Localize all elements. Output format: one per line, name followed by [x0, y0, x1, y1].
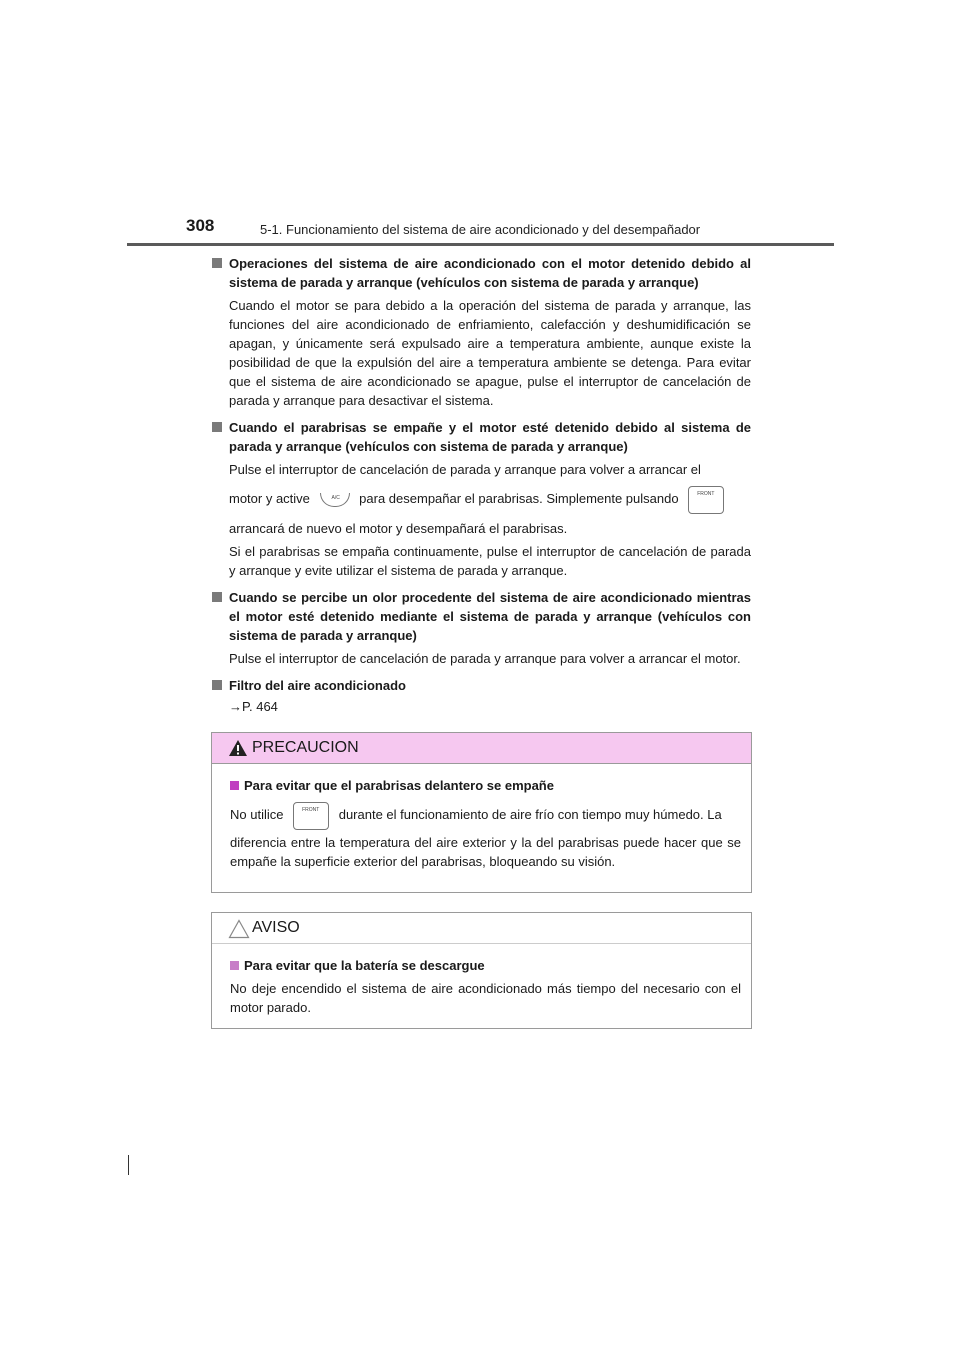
- section-filter: [211, 676, 751, 716]
- front-defroster-button-icon: FRONT: [688, 486, 724, 514]
- caution-outline-triangle-icon: [228, 919, 250, 939]
- header-divider: [127, 243, 834, 246]
- section-stop-start-ac: [211, 254, 751, 410]
- section-title: Cuando se percibe un olor procedente del sistema de aire acondicionado mientras el motor esté detenido mediante el sistema de parada y arranque (vehículos con sistema de parada y arranque): [211, 588, 751, 645]
- front-defroster-button-icon: FRONT: [293, 802, 329, 830]
- square-bullet-icon: [212, 422, 222, 432]
- main-content: [211, 254, 751, 724]
- ac-button-icon: A/C: [320, 493, 350, 507]
- square-bullet-icon: [212, 258, 222, 268]
- notice-body: Para evitar que la batería se descargue No deje encendido el sistema de aire acondicionado más tiempo del necesario con el motor parado.: [230, 958, 741, 1015]
- chapter-title: 5-1. Funcionamiento del sistema de aire acondicionado y del desempañador: [260, 222, 701, 237]
- warning-triangle-icon: [228, 739, 248, 757]
- square-bullet-icon: [230, 961, 239, 970]
- notice-header: AVISO: [212, 913, 751, 944]
- notice-box: [211, 912, 752, 1029]
- section-windshield-fog: [211, 418, 751, 580]
- square-bullet-icon: [212, 592, 222, 602]
- crop-mark: [128, 1155, 129, 1175]
- page-number: 308: [186, 216, 215, 235]
- caution-header: PRECAUCION: [212, 733, 751, 764]
- caution-box: [211, 732, 752, 893]
- notice-title: Para evitar que la batería se descargue: [230, 956, 741, 975]
- caution-title: Para evitar que el parabrisas delantero se empañe: [230, 776, 741, 795]
- section-title: Filtro del aire acondicionado: [211, 676, 751, 695]
- square-bullet-icon: [212, 680, 222, 690]
- page-reference: →P. 464: [229, 699, 278, 714]
- section-title: Operaciones del sistema de aire acondicionado con el motor detenido debido al sistema de parada y arranque (vehículos con sistema de parada y arranque): [211, 254, 751, 292]
- section-title: Cuando el parabrisas se empañe y el motor esté detenido debido al sistema de parada y arranque (vehículos con sistema de parada y arranque): [211, 418, 751, 456]
- section-body: Cuando el motor se para debido a la operación del sistema de parada y arranque, las funciones del aire acondicionado de enfriamiento, calefacción y deshumidificación se apagan, y únicamente será expulsado aire a temperatura ambiente, aunque existe la posibilidad de que la expulsión del aire a temperatura ambiente se detenga. Para evitar que el sistema de aire acondicionado se apague, pulse el interruptor de cancelación de parada y arranque para desactivar el sistema.: [229, 298, 751, 408]
- caution-body: Para evitar que el parabrisas delantero se empañe No utilice FRONT durante el funcionamiento de aire frío con tiempo muy húmedo. La diferencia entre la temperatura del aire exterior y la del parabrisas puede hacer que se empañe la superficie exterior del parabrisas, bloqueando su visión.: [230, 778, 741, 869]
- section-body: Pulse el interruptor de cancelación de parada y arranque para volver a arrancar el motor y active A/C para desempañar el parabrisas. Simplemente pulsando FRONT arrancará de nuevo el motor y desempañará el parabrisas. Si el parabrisas se empaña continuamente, pulse el interruptor de cancelación de parada y arranque y evite utilizar el sistema de parada y arranque.: [229, 462, 751, 578]
- section-odor: [211, 588, 751, 668]
- section-body: Pulse el interruptor de cancelación de parada y arranque para volver a arrancar el motor.: [229, 651, 741, 666]
- square-bullet-icon: [230, 781, 239, 790]
